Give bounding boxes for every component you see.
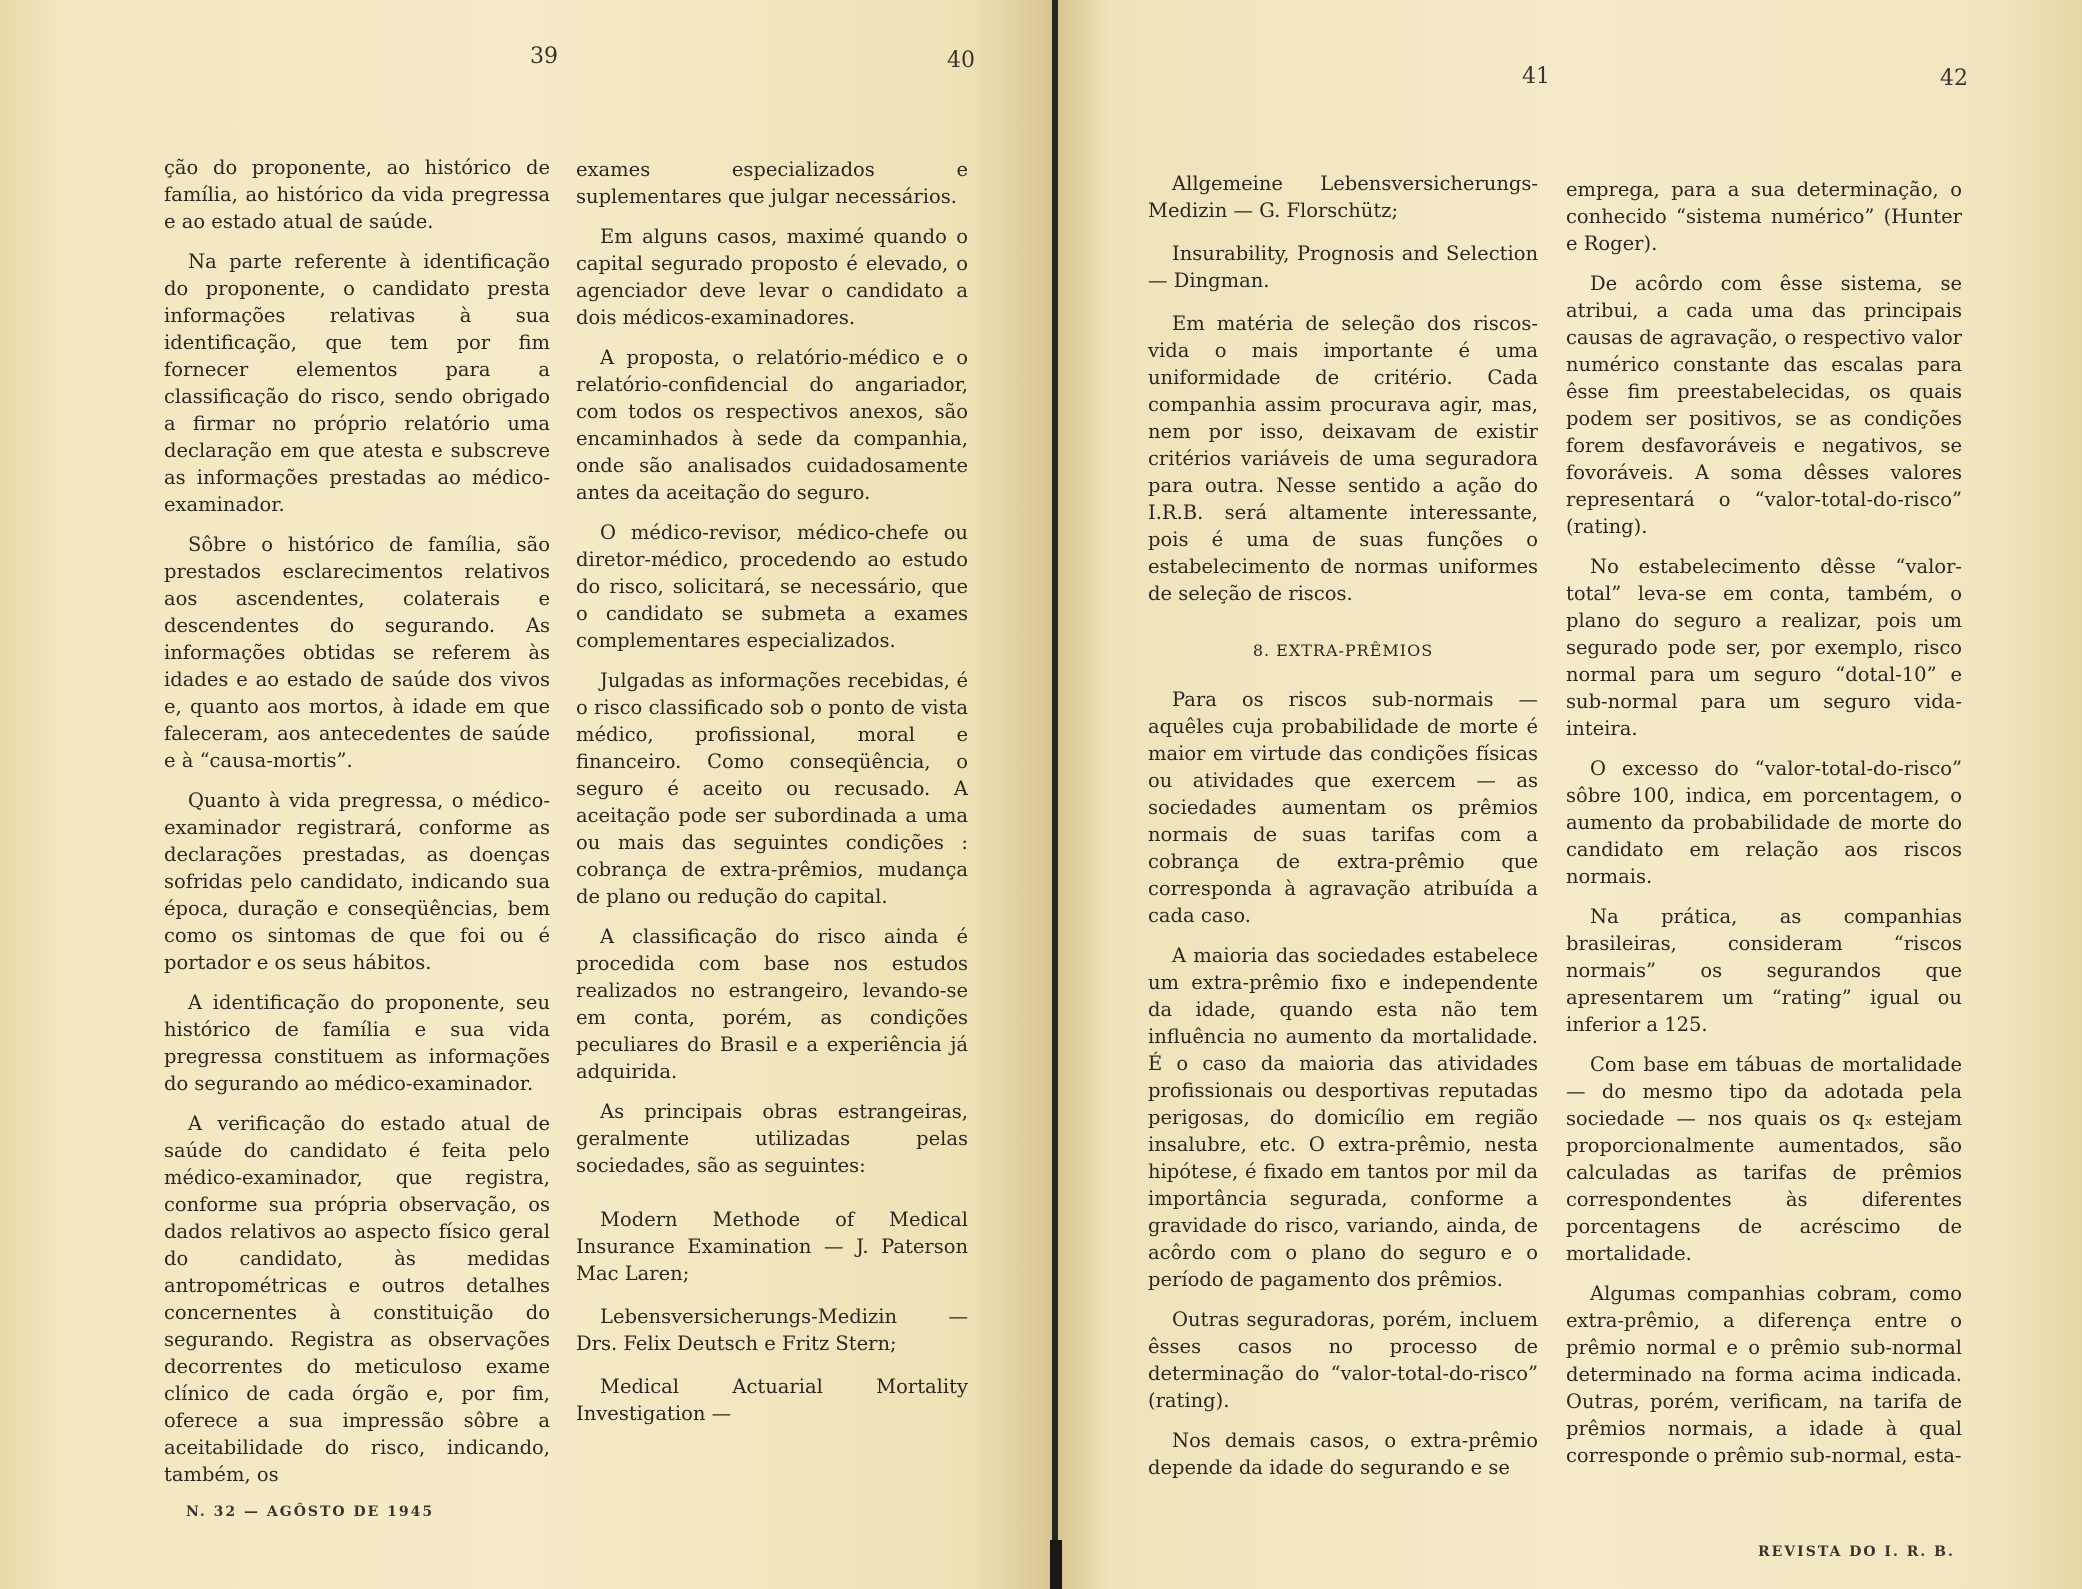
paragraph: A classificação do risco ainda é procedida com base nos estudos realizados no estrangeiro, levando-se em conta, porém, as condições peculiares do Brasil e a experiência já adquirida. bbox=[576, 925, 968, 1083]
paragraph: exames especializados e suplementares que julgar necessários. bbox=[576, 158, 968, 208]
page-number-39: 39 bbox=[530, 44, 558, 69]
paragraph: Com base em tábuas de mortalidade — do mesmo tipo da adotada pela sociedade — nos quais os qₓ estejam proporcionalmente aumentados, são calculadas as tarifas de prêmios correspondentes às diferentes porcentagens de acréscimo de mortalidade. bbox=[1566, 1053, 1962, 1265]
paragraph: Outras seguradoras, porém, incluem êsses casos no processo de determinação do “valor-total-do-risco” (rating). bbox=[1148, 1308, 1538, 1412]
paragraph: Quanto à vida pregressa, o médico-examinador registrará, conforme as declarações prestadas, as doenças sofridas pelo candidato, indicando sua época, duração e conseqüências, bem como os sintomas de que foi ou é portador e os seus hábitos. bbox=[164, 789, 550, 974]
page-number-40: 40 bbox=[947, 48, 975, 73]
paragraph: Em matéria de seleção dos riscos-vida o mais importante é uma uniformidade de critério. Cada companhia assim procurava agir, mas, nem por isso, deixavam de existir critérios variáveis de uma seguradora para outra. Nesse sentido a ação do I.R.B. será altamente interessante, pois é uma de suas funções o estabelecimento de normas uniformes de seleção de riscos. bbox=[1148, 312, 1538, 605]
footer-issue-date: N. 32 — AGÔSTO DE 1945 bbox=[186, 1504, 435, 1520]
page-number-42: 42 bbox=[1940, 66, 1968, 91]
reference-item: Modern Methode of Medical Insurance Examination — J. Paterson Mac Laren; bbox=[576, 1208, 968, 1285]
column-page-41 bbox=[1148, 170, 1538, 1494]
reference-item: Allgemeine Lebensversicherungs-Medizin — G. Florschütz; bbox=[1148, 172, 1538, 222]
paragraph: Sôbre o histórico de família, são prestados esclarecimentos relativos aos ascendentes, colaterais e descendentes do segurando. As informações obtidas se referem às idades e ao estado de saúde dos vivos e, quanto aos mortos, à idade em que faleceram, aos antecedentes de saúde e à “causa-mortis”. bbox=[164, 533, 550, 772]
paragraph: No estabelecimento dêsse “valor-total” leva-se em conta, também, o plano do seguro a realizar, pois um segurado pode ser, por exemplo, risco normal para um seguro “dotal-10” e sub-normal para um seguro vida-inteira. bbox=[1566, 555, 1962, 740]
column-page-42 bbox=[1566, 176, 1962, 1482]
footer-journal-name: REVISTA DO I. R. B. bbox=[1758, 1544, 1955, 1560]
section-heading: 8. EXTRA-PRÊMIOS bbox=[1252, 641, 1434, 660]
column-page-40 bbox=[576, 156, 968, 1443]
paragraph: Para os riscos sub-normais — aquêles cuja probabilidade de morte é maior em virtude das condições físicas ou atividades que exercem — as sociedades aumentam os prêmios normais de suas tarifas com a cobrança de extra-prêmio que corresponda à agravação atribuída a cada caso. bbox=[1148, 688, 1538, 927]
column-page-39 bbox=[164, 154, 550, 1501]
paragraph: O médico-revisor, médico-chefe ou diretor-médico, procedendo ao estudo do risco, solicitará, se necessário, que o candidato se submeta a exames complementares especializados. bbox=[576, 521, 968, 652]
paragraph: ção do proponente, ao histórico de família, ao histórico da vida pregressa e ao estado atual de saúde. bbox=[164, 156, 550, 233]
paragraph: A maioria das sociedades estabelece um extra-prêmio fixo e independente da idade, quando esta não tem influência no aumento da mortalidade. É o caso da maioria das atividades profissionais ou desportivas reputadas perigosas, do domicílio em região insalubre, etc. O extra-prêmio, nesta hipótese, é fixado em tantos por mil da importância segurada, conforme a gravidade do risco, variando, ainda, de acôrdo com o plano do seguro e o período de pagamento dos prêmios. bbox=[1148, 944, 1538, 1291]
paragraph: A identificação do proponente, seu histórico de família e sua vida pregressa constituem as informações do segurando ao médico-examinador. bbox=[164, 991, 550, 1095]
paragraph: Na parte referente à identificação do proponente, o candidato presta informações relativas à sua identificação, que tem por fim fornecer elementos para a classificação do risco, sendo obrigado a firmar no próprio relatório uma declaração em que atesta e subscreve as informações prestadas ao médico-examinador. bbox=[164, 250, 550, 516]
paragraph: Em alguns casos, maximé quando o capital segurado proposto é elevado, o agenciador deve levar o candidato a dois médicos-examinadores. bbox=[576, 225, 968, 329]
reference-item: Lebensversicherungs-Medizin — Drs. Felix Deutsch e Fritz Stern; bbox=[576, 1305, 968, 1355]
paragraph: A proposta, o relatório-médico e o relatório-confidencial do angariador, com todos os respectivos anexos, são encaminhados à sede da companhia, onde são analisados cuidadosamente antes da aceitação do seguro. bbox=[576, 346, 968, 504]
page-number-41: 41 bbox=[1522, 64, 1550, 89]
paragraph: O excesso do “valor-total-do-risco” sôbre 100, indica, em porcentagem, o aumento da probabilidade de morte do candidato em relação aos riscos normais. bbox=[1566, 757, 1962, 888]
reference-item: Medical Actuarial Mortality Investigation — bbox=[576, 1375, 968, 1425]
paragraph: Algumas companhias cobram, como extra-prêmio, a diferença entre o prêmio normal e o prêmio sub-normal determinado na forma acima indicada. Outras, porém, verificam, na tarifa de prêmios normais, a idade à qual corresponde o prêmio sub-normal, esta- bbox=[1566, 1282, 1962, 1467]
paragraph: Nos demais casos, o extra-prêmio depende da idade do segurando e se bbox=[1148, 1429, 1538, 1479]
paragraph: De acôrdo com êsse sistema, se atribui, a cada uma das principais causas de agravação, o respectivo valor numérico constante das escalas para êsse fim preestabelecidas, os quais podem ser positivos, se as condições forem desfavoráveis e negativos, se fovoráveis. A soma dêsses valores representará o “valor-total-do-risco” (rating). bbox=[1566, 272, 1962, 538]
paragraph: As principais obras estrangeiras, geralmente utilizadas pelas sociedades, são as seguintes: bbox=[576, 1100, 968, 1177]
paragraph: Na prática, as companhias brasileiras, consideram “riscos normais” os segurandos que apresentarem um “rating” igual ou inferior a 125. bbox=[1566, 905, 1962, 1036]
binding-gutter bbox=[1050, 1540, 1062, 1589]
reference-item: Insurability, Prognosis and Selection — Dingman. bbox=[1148, 242, 1538, 292]
paragraph: emprega, para a sua determinação, o conhecido “sistema numérico” (Hunter e Roger). bbox=[1566, 178, 1962, 255]
paragraph: A verificação do estado atual de saúde do candidato é feita pelo médico-examinador, que registra, conforme sua própria observação, os dados relativos ao aspecto físico geral do candidato, às medidas antropométricas e outros detalhes concernentes à constituição do segurando. Registra as observações decorrentes do meticuloso exame clínico de cada órgão e, por fim, oferece a sua impressão sôbre a aceitabilidade do risco, indicando, também, os bbox=[164, 1112, 550, 1486]
paragraph: Julgadas as informações recebidas, é o risco classificado sob o ponto de vista médico, profissional, moral e financeiro. Como conseqüência, o seguro é aceito ou recusado. A aceitação pode ser subordinada a uma ou mais das seguintes condições : cobrança de extra-prêmios, mudança de plano ou redução do capital. bbox=[576, 669, 968, 908]
